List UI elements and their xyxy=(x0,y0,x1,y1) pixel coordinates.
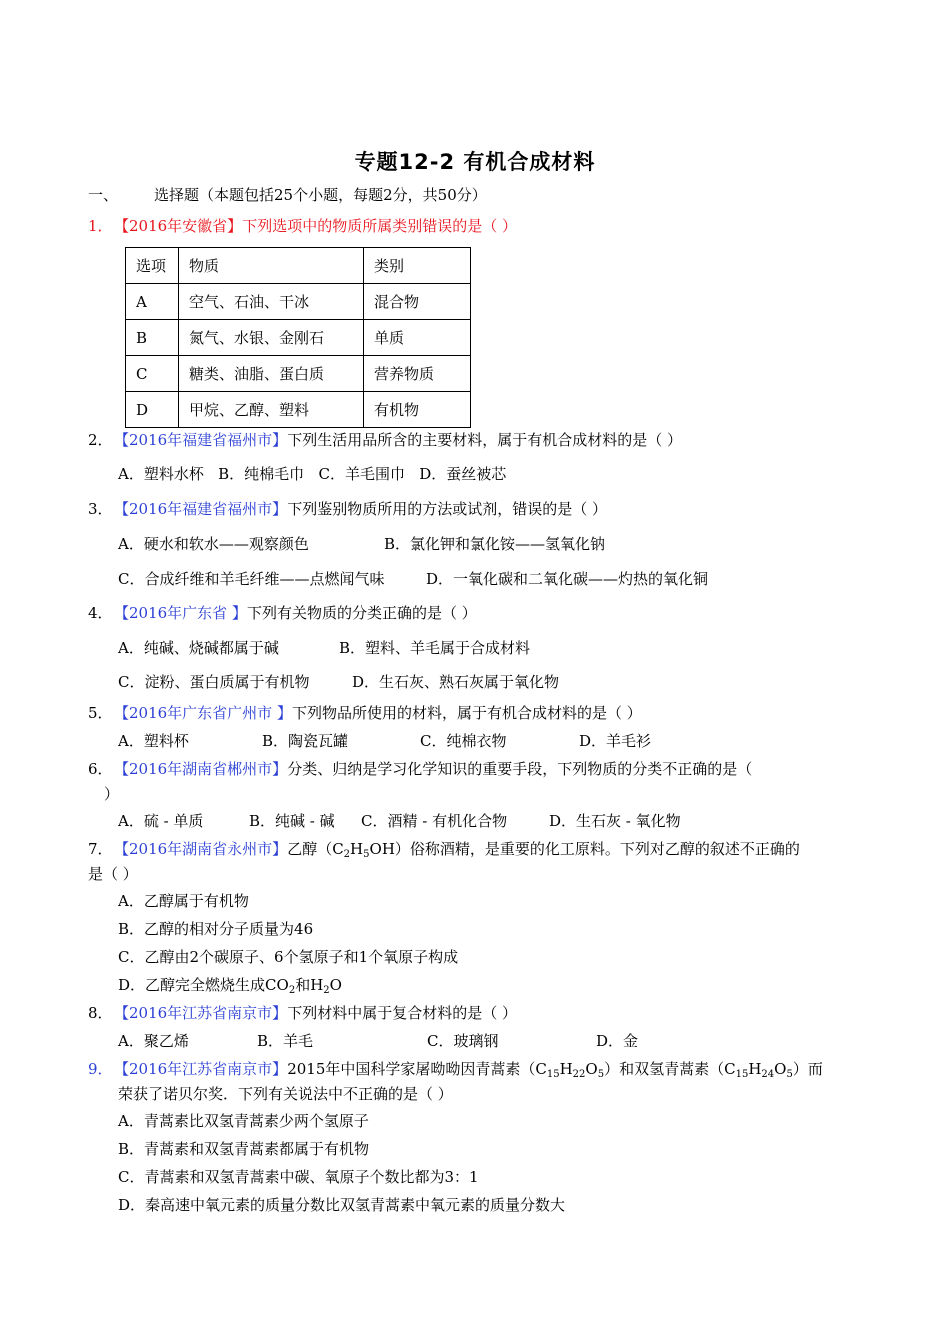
option-a: A．纯碱、烧碱都属于碱 xyxy=(118,639,279,657)
option-a: A．硬水和软水——观察颜色 xyxy=(118,535,309,553)
option-a: A．乙醇属于有机物 xyxy=(118,892,249,910)
question-2-options: A．塑料水杯 B．纯棉毛巾 C．羊毛围巾 D．蚕丝被芯 xyxy=(118,465,507,483)
question-stem: 下列材料中属于复合材料的是（ ） xyxy=(287,1004,517,1022)
question-1 xyxy=(88,216,517,236)
option-d: D．秦高速中氧元素的质量分数比双氢青蒿素中氧元素的质量分数大 xyxy=(118,1196,566,1214)
question-stem: ）而 xyxy=(792,1060,823,1078)
question-stem: OH）俗称酒精，是重要的化工原料。下列对乙醇的叙述不正确的 xyxy=(369,840,800,858)
question-source: 【2016年江苏省南京市】 xyxy=(114,1004,288,1022)
option-a: A．硫 - 单质 xyxy=(118,812,204,830)
option-text: O xyxy=(329,976,342,994)
table-cell: C xyxy=(126,356,179,392)
option-b: B．羊毛 xyxy=(257,1032,314,1050)
question-source: 【2016年安徽省】 xyxy=(114,217,243,235)
table-header-cell: 物质 xyxy=(179,248,364,284)
question-source: 【2016年江苏省南京市】 xyxy=(114,1060,288,1078)
option-d: D．羊毛衫 xyxy=(579,732,652,750)
question-6 xyxy=(88,759,752,779)
section-text: 选择题（本题包括25个小题，每题2分，共50分） xyxy=(154,186,487,204)
table-row xyxy=(126,320,471,356)
question-source: 【2016年福建省福州市】 xyxy=(114,431,288,449)
question-number: 5． xyxy=(88,704,113,722)
subscript: 2 xyxy=(288,985,296,996)
question-stem: 下列鉴别物质所用的方法或试剂，错误的是（ ） xyxy=(287,500,607,518)
question-source: 【2016年广东省 】 xyxy=(114,604,247,622)
table-cell: 单质 xyxy=(364,320,471,356)
option-c: C．淀粉、蛋白质属于有机物 xyxy=(118,673,310,691)
question-stem: 下列有关物质的分类正确的是（ ） xyxy=(246,604,477,622)
subscript: 24 xyxy=(761,1069,775,1080)
table-row xyxy=(126,284,471,320)
question-number: 9． xyxy=(88,1060,113,1078)
question-7-stem-cont: 是（ ） xyxy=(88,865,138,883)
question-stem: 乙醇（C xyxy=(287,840,344,858)
question-stem: O xyxy=(774,1060,787,1078)
table-cell: 空气、石油、干冰 xyxy=(179,284,364,320)
option-d: D．生石灰、熟石灰属于氧化物 xyxy=(352,673,560,691)
question-number: 1． xyxy=(88,217,113,235)
option-d: D．生石灰 - 氧化物 xyxy=(549,812,681,830)
option-d: D．一氧化碳和二氧化碳——灼热的氧化铜 xyxy=(426,570,709,588)
subscript: 5 xyxy=(597,1069,605,1080)
question-stem: O xyxy=(585,1060,598,1078)
table-cell: 有机物 xyxy=(364,392,471,428)
option-b: B．陶瓷瓦罐 xyxy=(262,732,349,750)
option-text: D．乙醇完全燃烧生成CO xyxy=(118,976,289,994)
subscript: 15 xyxy=(546,1069,560,1080)
option-a: A．青蒿素比双氢青蒿素少两个氢原子 xyxy=(118,1112,369,1130)
table-cell: 甲烷、乙醇、塑料 xyxy=(179,392,364,428)
question-source: 【2016年福建省福州市】 xyxy=(114,500,288,518)
question-stem: H xyxy=(748,1060,762,1078)
option-b: B．氯化钾和氯化铵——氢氧化钠 xyxy=(384,535,606,553)
question-4 xyxy=(88,603,477,623)
question-3 xyxy=(88,499,607,519)
table-header-cell: 选项 xyxy=(126,248,179,284)
question-stem: ）和双氢青蒿素（C xyxy=(604,1060,736,1078)
subscript: 22 xyxy=(572,1069,586,1080)
subscript: 15 xyxy=(735,1069,749,1080)
question-number: 6． xyxy=(88,760,113,778)
option-a: A．塑料杯 xyxy=(118,732,189,750)
table-row xyxy=(126,392,471,428)
question-number: 8． xyxy=(88,1004,113,1022)
page-title: 专题12-2 有机合成材料 xyxy=(354,150,596,174)
question-stem: 下列选项中的物质所属类别错误的是（ ） xyxy=(242,217,517,235)
question-7 xyxy=(88,839,800,859)
question-number: 7． xyxy=(88,840,113,858)
option-a: A．聚乙烯 xyxy=(118,1032,189,1050)
category-table xyxy=(125,247,471,428)
option-c: C．纯棉衣物 xyxy=(420,732,507,750)
question-5 xyxy=(88,703,642,723)
table-row xyxy=(126,356,471,392)
option-c: C．酒精 - 有机化合物 xyxy=(361,812,508,830)
table-cell: B xyxy=(126,320,179,356)
option-b: B．塑料、羊毛属于合成材料 xyxy=(339,639,531,657)
table-header-row xyxy=(126,248,471,284)
table-cell: A xyxy=(126,284,179,320)
option-d xyxy=(118,975,342,995)
table-cell: 糖类、油脂、蛋白质 xyxy=(179,356,364,392)
table-cell: 混合物 xyxy=(364,284,471,320)
option-c: C．合成纤维和羊毛纤维——点燃闻气味 xyxy=(118,570,385,588)
question-number: 4． xyxy=(88,604,113,622)
subscript: 2 xyxy=(343,849,351,860)
question-source: 【2016年湖南省郴州市】 xyxy=(114,760,288,778)
option-c: C．青蒿素和双氢青蒿素中碳、氧原子个数比都为3：1 xyxy=(118,1168,479,1186)
table-cell: D xyxy=(126,392,179,428)
subscript: 5 xyxy=(363,849,370,860)
question-source: 【2016年广东省广州市 】 xyxy=(114,704,292,722)
option-b: B．青蒿素和双氢青蒿素都属于有机物 xyxy=(118,1140,370,1158)
option-c: C．玻璃钢 xyxy=(427,1032,499,1050)
question-9 xyxy=(88,1059,823,1079)
question-stem: 下列物品所使用的材料，属于有机合成材料的是（ ） xyxy=(291,704,642,722)
section-number: 一、 xyxy=(88,186,119,204)
subscript: 5 xyxy=(786,1069,793,1080)
table-cell: 营养物质 xyxy=(364,356,471,392)
question-6-stem-cont: ） xyxy=(104,785,120,803)
option-b: B．纯碱 - 碱 xyxy=(249,812,335,830)
option-d: D．金 xyxy=(596,1032,639,1050)
table-header-cell: 类别 xyxy=(364,248,471,284)
question-number: 3． xyxy=(88,500,113,518)
question-stem: 下列生活用品所含的主要材料，属于有机合成材料的是（ ） xyxy=(287,431,682,449)
question-2 xyxy=(88,430,682,450)
option-c: C．乙醇由2个碳原子、6个氢原子和1个氧原子构成 xyxy=(118,948,459,966)
question-number: 2． xyxy=(88,431,113,449)
question-9-stem-cont: 荣获了诺贝尔奖．下列有关说法中不正确的是（ ） xyxy=(118,1085,453,1103)
option-b: B．乙醇的相对分子质量为46 xyxy=(118,920,314,938)
section-heading xyxy=(88,185,487,205)
table-cell: 氮气、水银、金刚石 xyxy=(179,320,364,356)
question-stem: 2015年中国科学家屠呦呦因青蒿素（C xyxy=(287,1060,547,1078)
question-stem: H xyxy=(559,1060,573,1078)
question-source: 【2016年湖南省永州市】 xyxy=(114,840,288,858)
question-stem: 分类、归纳是学习化学知识的重要手段，下列物质的分类不正确的是（ xyxy=(287,760,753,778)
subscript: 2 xyxy=(323,985,330,996)
question-8 xyxy=(88,1003,517,1023)
question-stem: H xyxy=(350,840,364,858)
option-text: 和H xyxy=(295,976,324,994)
